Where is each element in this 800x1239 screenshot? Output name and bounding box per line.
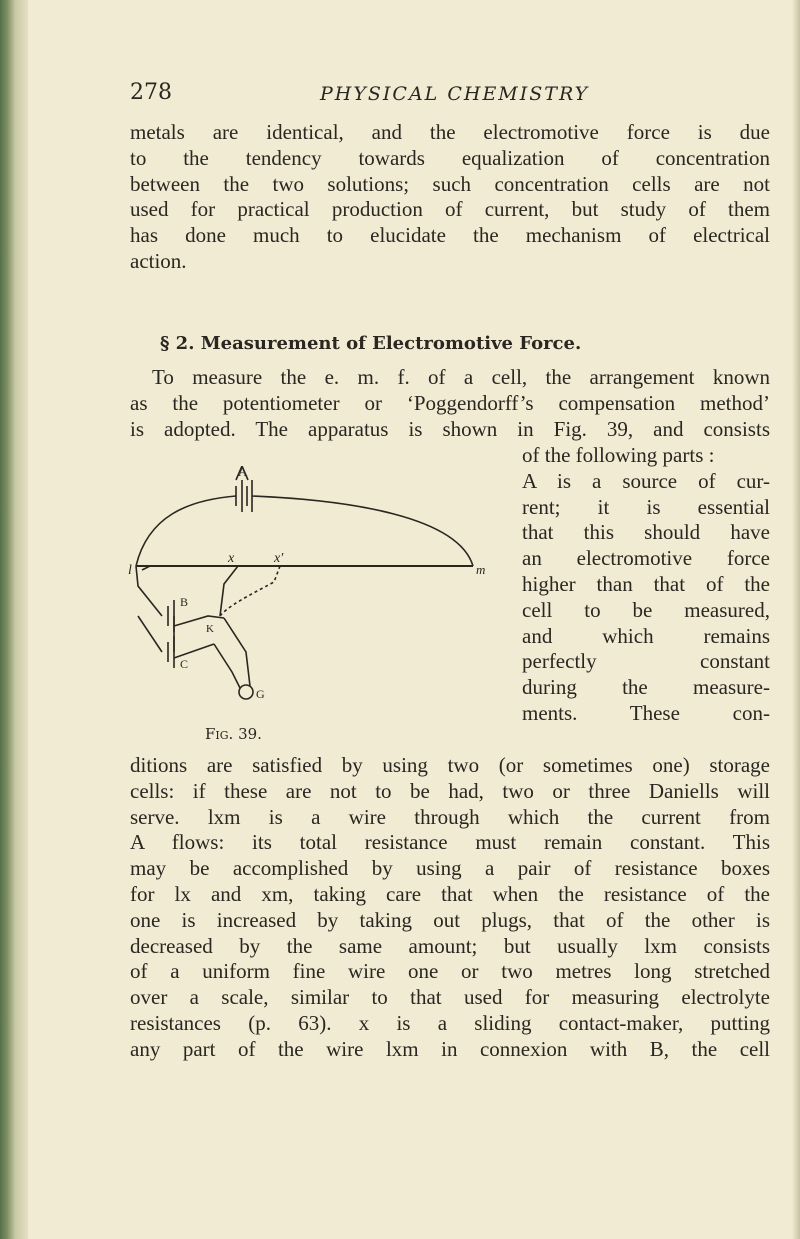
text-line: serve. lxm is a wire through which the current from (130, 804, 770, 829)
body-paragraph-end (130, 753, 770, 1063)
text-line: action. (130, 248, 187, 273)
label-c: C (180, 657, 189, 671)
text-line: to the tendency towards equalization of concentration (130, 145, 770, 170)
text-line: any part of the wire lxm in connexion with B, the cell (130, 1036, 770, 1061)
text-line: perfectly constant (522, 649, 770, 674)
label-k: K (206, 623, 214, 635)
text-line: ments. These con- (522, 700, 770, 725)
section-heading: § 2. Measurement of Electromotive Force. (160, 333, 582, 354)
slider-x-lead (220, 566, 238, 616)
text-line: used for practical production of current, but study of them (130, 197, 770, 222)
text-line: and which remains (522, 623, 770, 648)
running-header (130, 80, 770, 110)
text-line: To measure the e. m. f. of a cell, the arrangement known (152, 365, 770, 389)
figure-caption: Fig. 39. (205, 725, 262, 743)
text-line: has done much to elucidate the mechanism of electrical (130, 223, 770, 248)
label-b: B (180, 595, 189, 609)
text-line: rent; it is essential (522, 494, 770, 519)
label-g: G (256, 687, 265, 701)
switch-k-arm (174, 644, 214, 658)
label-m: m (476, 562, 486, 577)
text-line: for lx and xm, taking care that when the resistance of the (130, 881, 770, 906)
text-line: is adopted. The apparatus is shown in Fig. 39, and consists (130, 416, 770, 441)
galvanometer-symbol (239, 685, 253, 699)
label-x: x (228, 551, 235, 566)
text-line: one is increased by taking out plugs, that of the other is (130, 907, 770, 932)
label-a: A (238, 466, 248, 479)
text-line: of a uniform fine wire one or two metres long stretched (130, 959, 770, 984)
text-line: cell to be measured, (522, 597, 770, 622)
label-l: l (128, 563, 132, 578)
text-line: metals are identical, and the electromotive force is due (130, 120, 770, 144)
text-line: cells: if these are not to be had, two or three Daniells will (130, 778, 770, 803)
text-segment: between the two solutions; such concentration cells are not (130, 171, 770, 196)
text-line: higher than that of the (522, 571, 770, 596)
slider-x-prime-lead (220, 566, 280, 616)
switch-k-arm (174, 616, 224, 626)
book-binding-edge (0, 0, 28, 1239)
text-line: an electromotive force (522, 546, 770, 571)
wire-to-c (138, 616, 162, 652)
body-paragraph-start (130, 365, 770, 442)
wire-a-to-l (136, 496, 236, 566)
wire-l-end (142, 566, 186, 570)
wire-to-galvanometer (214, 644, 240, 688)
wire-a-to-m (252, 496, 473, 566)
label-x-prime: x′ (274, 551, 284, 566)
body-wrapped-column (522, 443, 770, 727)
page-right-edge (792, 0, 800, 1239)
figure-39-diagram (128, 466, 488, 726)
wire-to-galvanometer (224, 618, 250, 686)
text-line: of the following parts : (522, 443, 715, 467)
wire-to-b (136, 566, 162, 616)
text-line: may be accomplished by using a pair of resistance boxes (130, 856, 770, 881)
text-line: resistances (p. 63). x is a sliding contact-maker, putting (130, 1010, 770, 1035)
text-line: over a scale, similar to that used for measuring electrolyte (130, 985, 770, 1010)
page-number: 278 (130, 80, 172, 105)
text-line: that this should have (522, 520, 770, 545)
text-line: during the measure- (522, 675, 770, 700)
text-line (130, 172, 770, 198)
text-line: as the potentiometer or ‘Poggendorff’s compensation method’ (130, 390, 770, 415)
running-title: PHYSICAL CHEMISTRY (320, 83, 590, 105)
intro-paragraph (130, 120, 770, 275)
text-line: ditions are satisfied by using two (or sometimes one) storage (130, 753, 770, 777)
text-line: decreased by the same amount; but usually lxm consists (130, 933, 770, 958)
text-line: A is a source of cur- (522, 468, 770, 493)
text-line: A flows: its total resistance must remain constant. This (130, 830, 770, 855)
